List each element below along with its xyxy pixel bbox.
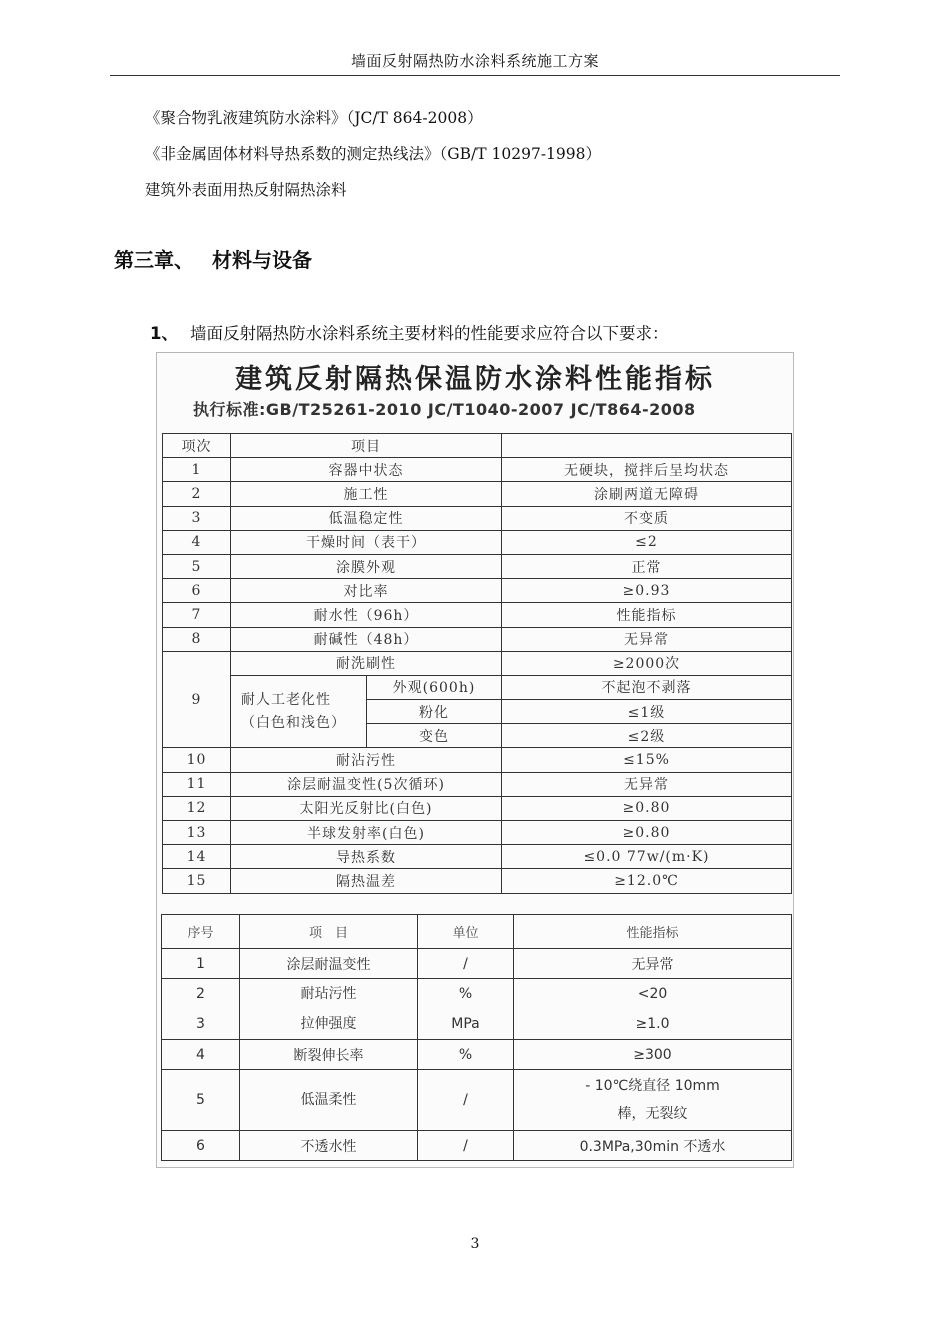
- table-row: [162, 1070, 792, 1131]
- table-row: [162, 1040, 792, 1070]
- cell-item: 干燥时间（表干）: [231, 530, 502, 554]
- cell-no: 3: [163, 506, 231, 530]
- cell-subitem: 粉化: [367, 700, 502, 724]
- cell-no: 12: [163, 796, 231, 820]
- figure-standards: 执行标准:GB/T25261-2010 JC/T1040-2007 JC/T864-2008: [193, 400, 696, 419]
- table-row: [162, 1131, 792, 1161]
- reference-line: 建筑外表面用热反射隔热涂料: [145, 181, 347, 199]
- cell-unit: %: [418, 1040, 514, 1070]
- cell-no: [162, 979, 240, 1040]
- cell-item: 隔热温差: [231, 869, 502, 893]
- cell-no: 4: [162, 1040, 240, 1070]
- table-row: [163, 482, 792, 506]
- cell-value: [514, 1070, 792, 1131]
- cell-value: ≥2000次: [502, 651, 792, 675]
- page-number: 3: [470, 1236, 480, 1252]
- header-cell: 序号: [162, 915, 240, 949]
- cell-value: 无异常: [514, 949, 792, 979]
- table-row: [163, 675, 792, 699]
- table-header-row: [163, 434, 792, 458]
- scanned-spec-figure: [156, 352, 794, 1168]
- cell-item: 涂层耐温变性: [240, 949, 418, 979]
- table-row: [163, 796, 792, 820]
- table-row: [162, 949, 792, 979]
- cell-no: 13: [163, 821, 231, 845]
- cell-line: 2: [196, 986, 205, 1002]
- cell-line: - 10℃绕直径 10mm: [585, 1078, 720, 1094]
- cell-no: 9: [163, 651, 231, 748]
- cell-value: ≥0.80: [502, 796, 792, 820]
- cell-value: ≥0.93: [502, 579, 792, 603]
- cell-item: 耐沾污性: [231, 748, 502, 772]
- cell-subitem: 变色: [367, 724, 502, 748]
- header-divider: [110, 75, 840, 76]
- performance-table: [162, 433, 792, 894]
- cell-value: [514, 979, 792, 1040]
- cell-line: ≥1.0: [635, 1016, 670, 1032]
- table-header-row: [162, 915, 792, 949]
- cell-value: ≤0.0 77w/(m·K): [502, 845, 792, 869]
- list-item: [150, 320, 668, 344]
- table-row: [163, 554, 792, 578]
- cell-value: 性能指标: [502, 603, 792, 627]
- chapter-title: 材料与设备: [212, 248, 312, 272]
- table-row: [163, 821, 792, 845]
- cell-unit: /: [418, 1070, 514, 1131]
- cell-value: 不起泡不剥落: [502, 675, 792, 699]
- page-header-title: 墙面反射隔热防水涂料系统施工方案: [350, 52, 599, 70]
- figure-title: 建筑反射隔热保温防水涂料性能指标: [235, 364, 715, 395]
- cell-unit: [418, 979, 514, 1040]
- table-row: [163, 772, 792, 796]
- cell-value: 无异常: [502, 627, 792, 651]
- cell-value: ≤2级: [502, 724, 792, 748]
- cell-no: 4: [163, 530, 231, 554]
- waterproof-spec-table: [161, 914, 792, 1161]
- table-row: [163, 845, 792, 869]
- cell-item: 施工性: [231, 482, 502, 506]
- table-row: [163, 869, 792, 893]
- cell-no: 5: [162, 1070, 240, 1131]
- cell-no: 1: [163, 458, 231, 482]
- cell-item: 耐水性（96h）: [231, 603, 502, 627]
- cell-item: 低温柔性: [240, 1070, 418, 1131]
- list-item-number: 1、: [150, 324, 178, 343]
- cell-line: 3: [196, 1016, 205, 1032]
- table-row: [163, 530, 792, 554]
- cell-value: ≤15%: [502, 748, 792, 772]
- cell-line: 拉伸强度: [300, 1016, 357, 1032]
- cell-item: 断裂伸长率: [240, 1040, 418, 1070]
- cell-item: 不透水性: [240, 1131, 418, 1161]
- table-row: [163, 748, 792, 772]
- cell-no: 10: [163, 748, 231, 772]
- cell-value: ≥12.0℃: [502, 869, 792, 893]
- table-row-merged: [162, 979, 792, 1040]
- cell-value: 无硬块，搅拌后呈均状态: [502, 458, 792, 482]
- cell-value: ≥300: [514, 1040, 792, 1070]
- cell-item: 容器中状态: [231, 458, 502, 482]
- table-row: [163, 603, 792, 627]
- table-row: [163, 506, 792, 530]
- reference-line: 《非金属固体材料导热系数的测定热线法》（GB/T 10297-1998）: [145, 145, 602, 163]
- cell-line: %: [458, 986, 473, 1002]
- cell-item: 半球发射率(白色): [231, 821, 502, 845]
- cell-item: [240, 979, 418, 1040]
- list-item-text: 墙面反射隔热防水涂料系统主要材料的性能要求应符合以下要求：: [189, 324, 669, 343]
- cell-value: 不变质: [502, 506, 792, 530]
- header-cell: 性能指标: [514, 915, 792, 949]
- cell-item-group: 耐人工老化性（白色和浅色）: [231, 675, 367, 748]
- reference-line: 《聚合物乳液建筑防水涂料》（JC/T 864-2008）: [145, 109, 483, 127]
- cell-item: 对比率: [231, 579, 502, 603]
- cell-value: 涂刷两道无障碍: [502, 482, 792, 506]
- cell-item: 太阳光反射比(白色): [231, 796, 502, 820]
- cell-item: 涂层耐温变性(5次循环): [231, 772, 502, 796]
- cell-no: 14: [163, 845, 231, 869]
- cell-no: 8: [163, 627, 231, 651]
- cell-value: 无异常: [502, 772, 792, 796]
- header-cell: 项目: [231, 434, 502, 458]
- table-row: [163, 579, 792, 603]
- cell-line: 耐玷污性: [300, 986, 357, 1002]
- cell-line: MPa: [451, 1016, 480, 1032]
- header-cell: 单位: [418, 915, 514, 949]
- cell-subitem: 外观(600h): [367, 675, 502, 699]
- cell-no: 11: [163, 772, 231, 796]
- cell-line: 棒，无裂纹: [617, 1106, 688, 1122]
- cell-no: 1: [162, 949, 240, 979]
- cell-no: 5: [163, 554, 231, 578]
- cell-line: <20: [637, 986, 668, 1002]
- cell-item: 涂膜外观: [231, 554, 502, 578]
- cell-no: 6: [162, 1131, 240, 1161]
- cell-unit: /: [418, 1131, 514, 1161]
- cell-value: 0.3MPa,30min 不透水: [514, 1131, 792, 1161]
- header-cell: 项 目: [240, 915, 418, 949]
- cell-item: 耐洗刷性: [231, 651, 502, 675]
- cell-value: ≥0.80: [502, 821, 792, 845]
- cell-item: 低温稳定性: [231, 506, 502, 530]
- cell-no: 2: [163, 482, 231, 506]
- cell-no: 15: [163, 869, 231, 893]
- chapter-number: 第三章、: [114, 248, 194, 272]
- cell-no: 6: [163, 579, 231, 603]
- cell-value: 正常: [502, 554, 792, 578]
- cell-no: 7: [163, 603, 231, 627]
- cell-item: 耐碱性（48h）: [231, 627, 502, 651]
- table-row: [163, 458, 792, 482]
- cell-unit: /: [418, 949, 514, 979]
- header-cell: [502, 434, 792, 458]
- header-cell: 项次: [163, 434, 231, 458]
- table-row: [163, 651, 792, 675]
- cell-value: ≤2: [502, 530, 792, 554]
- cell-value: ≤1级: [502, 700, 792, 724]
- chapter-heading: [114, 244, 312, 273]
- cell-item: 导热系数: [231, 845, 502, 869]
- table-row: [163, 627, 792, 651]
